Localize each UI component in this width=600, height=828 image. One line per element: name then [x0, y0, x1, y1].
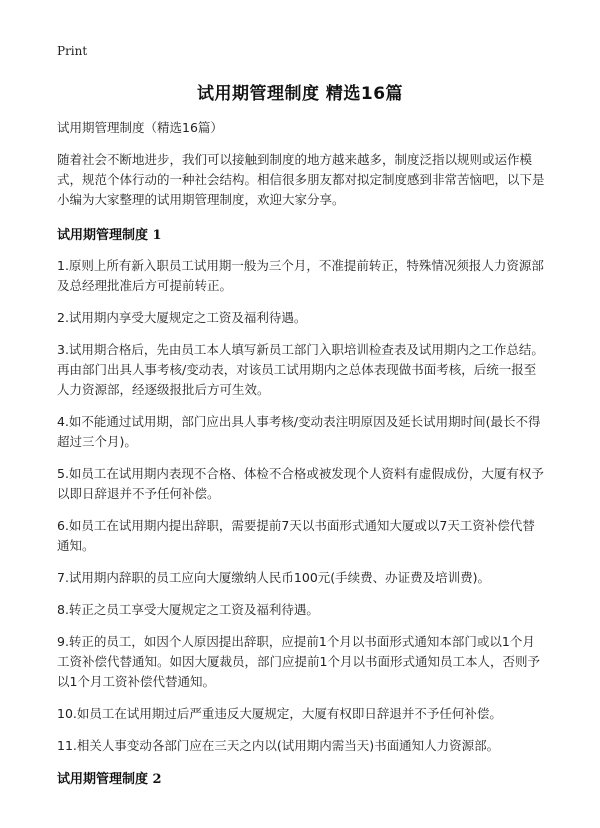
policy-item: 3.试用期合格后，先由员工本人填写新员工部门入职培训检查表及试用期内之工作总结。再由部门出具人事考核/变动表，对该员工试用期内之总体表现做书面考核，后统一报至人力资源部，经逐级报批后方可生效。 — [57, 342, 544, 397]
policy-item: 7.试用期内辞职的员工应向大厦缴纳人民币100元(手续费、办证费及培训费)。 — [57, 570, 491, 585]
section-heading-2: 试用期管理制度 2 — [57, 772, 162, 787]
document-subtitle: 试用期管理制度（精选16篇） — [57, 120, 223, 135]
policy-item: 10.如员工在试用期过后严重违反大厦规定，大厦有权即日辞退并不予任何补偿。 — [57, 706, 502, 721]
policy-item: 8.转正之员工享受大厦规定之工资及福利待遇。 — [57, 602, 319, 617]
policy-item: 11.相关人事变动各部门应在三天之内以(试用期内需当天)书面通知人力资源部。 — [57, 738, 500, 753]
policy-item: 1.原则上所有新入职员工试用期一般为三个月，不准提前转正，特殊情况须报人力资源部及总经理批准后方可提前转正。 — [57, 258, 544, 293]
document-body — [57, 118, 547, 800]
policy-item: 2.试用期内享受大厦规定之工资及福利待遇。 — [57, 310, 307, 325]
section-heading-1: 试用期管理制度 1 — [57, 228, 162, 243]
policy-item: 9.转正的员工，如因个人原因提出辞职，应提前1个月以书面形式通知本部门或以1个月工资补偿代替通知。如因大厦裁员，部门应提前1个月以书面形式通知员工本人，否则予以1个月工资补偿代替通知。 — [57, 634, 540, 689]
policy-item: 5.如员工在试用期内表现不合格、体检不合格或被发现个人资料有虚假成份，大厦有权予以即日辞退并不予任何补偿。 — [57, 466, 544, 501]
policy-item: 4.如不能通过试用期，部门应出具人事考核/变动表注明原因及延长试用期时间(最长不得超过三个月)。 — [57, 414, 541, 449]
document-title: 试用期管理制度 精选16篇 — [196, 84, 404, 104]
print-label: Print — [57, 44, 88, 58]
policy-item: 6.如员工在试用期内提出辞职，需要提前7天以书面形式通知大厦或以7天工资补偿代替通知。 — [57, 518, 535, 553]
intro-paragraph: 随着社会不断地进步，我们可以接触到制度的地方越来越多，制度泛指以规则或运作模式，规范个体行动的一种社会结构。相信很多朋友都对拟定制度感到非常苦恼吧，以下是小编为大家整理的试用期管理制度，欢迎大家分享。 — [57, 152, 545, 207]
